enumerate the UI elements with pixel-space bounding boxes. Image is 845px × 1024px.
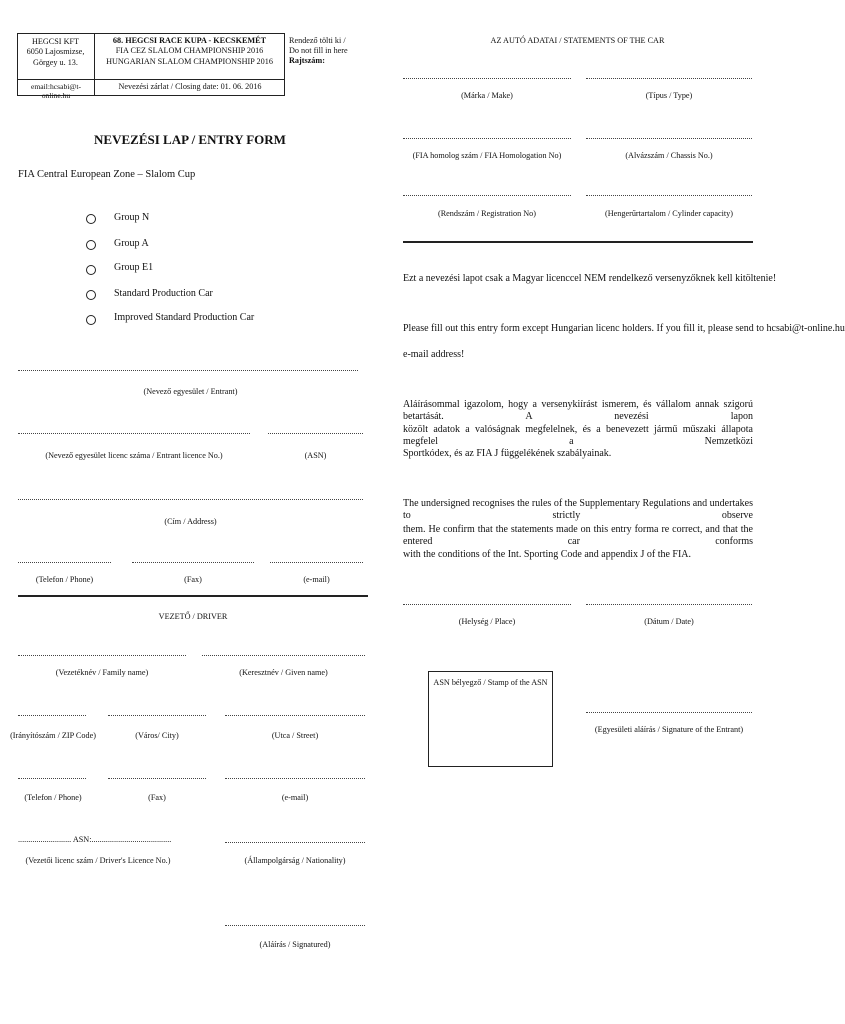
date-field[interactable] bbox=[586, 604, 752, 605]
hu-declaration-line-1: Aláírásommal igazolom, hogy a versenykiírást ismerem, és vállalom annak szigorú betartását. A nevezési lapon bbox=[403, 399, 753, 422]
registration-caption: (Rendszám / Registration No) bbox=[437, 209, 536, 218]
street-field[interactable] bbox=[225, 715, 365, 716]
homologation-caption: (FIA homolog szám / FIA Homologation No) bbox=[412, 151, 562, 160]
closing-date: Nevezési zárlat / Closing date: 01. 06. 2016 bbox=[118, 82, 262, 91]
group-e1-radio[interactable] bbox=[86, 265, 96, 275]
car-separator bbox=[403, 241, 753, 243]
driver-heading: VEZETŐ / DRIVER bbox=[158, 612, 228, 621]
entrant-asn-field[interactable] bbox=[268, 433, 363, 434]
asn-stamp-box bbox=[428, 671, 553, 767]
driver-separator bbox=[18, 595, 368, 597]
entrant-fax-field[interactable] bbox=[132, 562, 254, 563]
event-line-3: HUNGARIAN SLALOM CHAMPIONSHIP 2016 bbox=[106, 56, 273, 66]
driver-email-field[interactable] bbox=[225, 778, 365, 779]
en-declaration-line-1: The undersigned recognises the rules of the Supplementary Regulations and undertakes to strictly observe bbox=[403, 498, 753, 521]
entrant-asn-caption: (ASN) bbox=[304, 451, 327, 460]
entrant-email-caption: (e-mail) bbox=[303, 575, 330, 584]
driver-phone-field[interactable] bbox=[18, 778, 86, 779]
nationality-caption: (Állampolgárság / Nationality) bbox=[244, 856, 346, 865]
city-caption: (Város/ City) bbox=[135, 731, 179, 740]
family-name-caption: (Vezetéknév / Family name) bbox=[55, 668, 149, 677]
org-city: 6050 Lajosmizse, bbox=[26, 47, 85, 57]
registration-field[interactable] bbox=[403, 195, 571, 196]
group-n-radio[interactable] bbox=[86, 214, 96, 224]
entrant-email-field[interactable] bbox=[270, 562, 363, 563]
driver-fax-caption: (Fax) bbox=[148, 793, 166, 802]
city-field[interactable] bbox=[108, 715, 206, 716]
entrant-fax-caption: (Fax) bbox=[184, 575, 202, 584]
start-number-label: Rajtszám: bbox=[289, 55, 325, 65]
organizer-box bbox=[289, 36, 359, 66]
chassis-caption: (Alvázszám / Chassis No.) bbox=[625, 151, 713, 160]
entrant-name-caption: (Nevező egyesület / Entrant) bbox=[143, 387, 238, 396]
given-name-field[interactable] bbox=[202, 655, 365, 656]
event-title: 68. HEGCSI RACE KUPA - KECSKEMÉT bbox=[112, 36, 267, 45]
entrant-phone-caption: (Telefon / Phone) bbox=[35, 575, 94, 584]
entrant-signature-caption: (Egyesületi aláírás / Signature of the Entrant) bbox=[594, 725, 744, 734]
car-heading: AZ AUTÓ ADATAI / STATEMENTS OF THE CAR bbox=[490, 36, 665, 45]
org-street: Görgey u. 13. bbox=[33, 57, 78, 67]
improved-standard-label: Improved Standard Production Car bbox=[114, 312, 255, 323]
entrant-address-caption: (Cím / Address) bbox=[164, 517, 217, 526]
cup-name: FIA Central European Zone – Slalom Cup bbox=[18, 169, 196, 180]
organizer-note-1: Rendező tölti ki / bbox=[289, 36, 346, 45]
improved-standard-radio[interactable] bbox=[86, 315, 96, 325]
entrant-licence-caption: (Nevező egyesület licenc száma / Entrant licence No.) bbox=[45, 451, 223, 460]
please-note-line-1: Please fill out this entry form except Hungarian licenc holders. If you fill it, please send to hcsabi@t-online.hu bbox=[403, 323, 845, 334]
zip-field[interactable] bbox=[18, 715, 86, 716]
driver-phone-caption: (Telefon / Phone) bbox=[24, 793, 82, 802]
type-caption: (Típus / Type) bbox=[645, 91, 693, 100]
entrant-phone-field[interactable] bbox=[18, 562, 111, 563]
place-field[interactable] bbox=[403, 604, 571, 605]
chassis-field[interactable] bbox=[586, 138, 752, 139]
hu-only-note: Ezt a nevezési lapot csak a Magyar licenccel NEM rendelkező versenyzőknek kell kitöltenie! bbox=[403, 273, 777, 284]
driver-signature-caption: (Aláírás / Signatured) bbox=[259, 940, 331, 949]
capacity-caption: (Hengerűrtartalom / Cylinder capacity) bbox=[605, 209, 733, 218]
en-declaration-line-3: with the conditions of the Int. Sporting Code and appendix J of the FIA. bbox=[403, 549, 692, 560]
licence-caption: (Vezetői licenc szám / Driver's Licence No.) bbox=[25, 856, 171, 865]
entrant-signature-field[interactable] bbox=[586, 712, 752, 713]
please-note-line-2: e-mail address! bbox=[403, 349, 465, 360]
type-field[interactable] bbox=[586, 78, 752, 79]
given-name-caption: (Keresztnév / Given name) bbox=[239, 668, 328, 677]
driver-fax-field[interactable] bbox=[108, 778, 206, 779]
make-field[interactable] bbox=[403, 78, 571, 79]
group-e1-label: Group E1 bbox=[114, 262, 154, 273]
driver-email-caption: (e-mail) bbox=[281, 793, 309, 802]
homologation-field[interactable] bbox=[403, 138, 571, 139]
make-caption: (Márka / Make) bbox=[461, 91, 513, 100]
street-caption: (Utca / Street) bbox=[271, 731, 319, 740]
en-declaration-line-2: them. He confirm that the statements made on this entry forma re correct, and that the entered car conforms bbox=[403, 524, 753, 547]
group-a-radio[interactable] bbox=[86, 240, 96, 250]
driver-asn-field[interactable]: .......................... ASN:....................................... bbox=[18, 835, 172, 844]
standard-production-label: Standard Production Car bbox=[114, 288, 213, 299]
family-name-field[interactable] bbox=[18, 655, 186, 656]
group-n-label: Group N bbox=[114, 212, 150, 223]
organizer-note-2: Do not fill in here bbox=[289, 45, 348, 55]
driver-signature-field[interactable] bbox=[225, 925, 365, 926]
event-line-2: FIA CEZ SLALOM CHAMPIONSHIP 2016 bbox=[115, 46, 264, 56]
date-caption: (Dátum / Date) bbox=[644, 617, 694, 626]
hu-declaration-line-2: közölt adatok a valóságnak megfelelnek, és a benevezett jármű műszaki állapota megfelel a Nemzetközi bbox=[403, 424, 753, 447]
capacity-field[interactable] bbox=[586, 195, 752, 196]
zip-caption: (Irányítószám / ZIP Code) bbox=[10, 731, 96, 740]
group-a-label: Group A bbox=[114, 238, 149, 249]
entrant-licence-field[interactable] bbox=[18, 433, 250, 434]
entrant-address-field[interactable] bbox=[18, 499, 363, 500]
place-caption: (Helység / Place) bbox=[458, 617, 516, 626]
org-email: email:hcsabi@t-online.hu bbox=[30, 82, 81, 101]
form-title: NEVEZÉSI LAP / ENTRY FORM bbox=[94, 132, 286, 147]
org-name: HEGCSI KFT bbox=[31, 37, 80, 46]
nationality-field[interactable] bbox=[225, 842, 365, 843]
hu-declaration-line-3: Sportkódex, és az FIA J függelékének szabályainak. bbox=[403, 448, 612, 459]
entrant-name-field[interactable] bbox=[18, 370, 358, 371]
asn-stamp-label: ASN bélyegző / Stamp of the ASN bbox=[433, 678, 548, 687]
standard-production-radio[interactable] bbox=[86, 290, 96, 300]
